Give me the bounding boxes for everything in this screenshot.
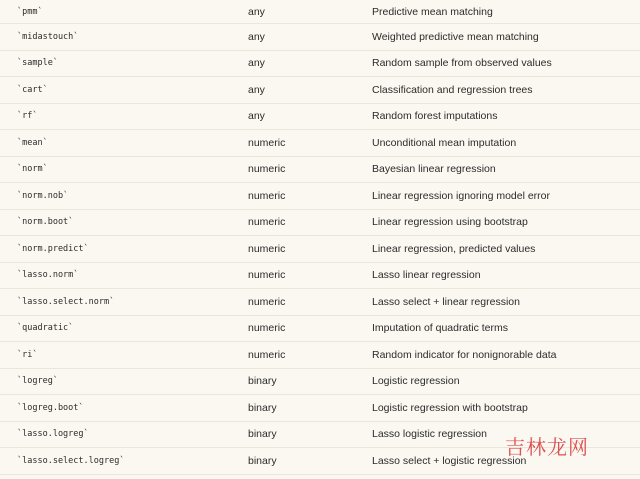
type-cell: numeric [248, 322, 286, 335]
description-cell: Logistic regression with bootstrap [372, 401, 528, 414]
description-cell: Linear regression ignoring model error [372, 189, 551, 202]
description-cell: Lasso logistic regression [372, 428, 487, 441]
type-cell: numeric [248, 163, 286, 176]
description-cell: Weighted predictive mean matching [372, 30, 539, 43]
table-row [0, 130, 640, 157]
type-cell: numeric [248, 189, 286, 202]
table-row [0, 0, 640, 24]
table-row [0, 369, 640, 396]
type-cell: numeric [248, 216, 286, 229]
description-cell: Lasso select + logistic regression [372, 454, 527, 467]
site-watermark [505, 431, 589, 460]
type-cell: any [248, 30, 265, 43]
table-row [0, 236, 640, 263]
description-cell: Random forest imputations [372, 110, 498, 123]
type-cell: numeric [248, 242, 286, 255]
method-cell: `lasso.logreg` [17, 429, 89, 440]
type-cell: any [248, 5, 265, 18]
table-row [0, 289, 640, 316]
table-row [0, 395, 640, 422]
table-row [0, 316, 640, 343]
table-row [0, 183, 640, 210]
table-row [0, 24, 640, 51]
description-cell: Random indicator for nonignorable data [372, 348, 557, 361]
watermark-text: 吉林龙网 [505, 435, 589, 459]
method-cell: `norm.nob` [17, 190, 69, 201]
type-cell: binary [248, 401, 277, 414]
description-cell: Lasso linear regression [372, 269, 481, 282]
type-cell: numeric [248, 136, 286, 149]
method-cell: `pmm` [17, 6, 43, 17]
method-cell: `cart` [17, 84, 48, 95]
method-cell: `rf` [17, 111, 38, 122]
description-cell: Classification and regression trees [372, 83, 533, 96]
method-cell: `lasso.select.norm` [17, 296, 115, 307]
description-cell: Lasso select + linear regression [372, 295, 520, 308]
description-cell: Random sample from observed values [372, 57, 552, 70]
description-cell: Unconditional mean imputation [372, 136, 517, 149]
method-cell: `sample` [17, 58, 58, 69]
description-cell: Imputation of quadratic terms [372, 322, 508, 335]
table-row [0, 210, 640, 237]
description-cell: Predictive mean matching [372, 5, 493, 18]
method-cell: `ri` [17, 349, 38, 360]
type-cell: numeric [248, 269, 286, 282]
method-cell: `quadratic` [17, 323, 74, 334]
table-row [0, 157, 640, 184]
description-cell: Linear regression using bootstrap [372, 216, 528, 229]
method-cell: `midastouch` [17, 31, 79, 42]
type-cell: numeric [248, 348, 286, 361]
type-cell: binary [248, 454, 277, 467]
type-cell: any [248, 57, 265, 70]
table-row [0, 77, 640, 104]
type-cell: binary [248, 375, 277, 388]
description-cell: Logistic regression [372, 375, 460, 388]
method-cell: `norm` [17, 164, 48, 175]
table-row [0, 104, 640, 131]
type-cell: any [248, 83, 265, 96]
method-cell: `lasso.select.logreg` [17, 455, 125, 466]
method-cell: `norm.predict` [17, 243, 89, 254]
type-cell: any [248, 110, 265, 123]
method-cell: `norm.boot` [17, 217, 74, 228]
method-cell: `lasso.norm` [17, 270, 79, 281]
description-cell: Bayesian linear regression [372, 163, 496, 176]
description-cell: Linear regression, predicted values [372, 242, 536, 255]
method-cell: `logreg.boot` [17, 402, 84, 413]
table-row [0, 263, 640, 290]
method-cell: `mean` [17, 137, 48, 148]
type-cell: numeric [248, 295, 286, 308]
table-row [0, 51, 640, 78]
table-row [0, 342, 640, 369]
method-cell: `logreg` [17, 376, 58, 387]
type-cell: binary [248, 428, 277, 441]
